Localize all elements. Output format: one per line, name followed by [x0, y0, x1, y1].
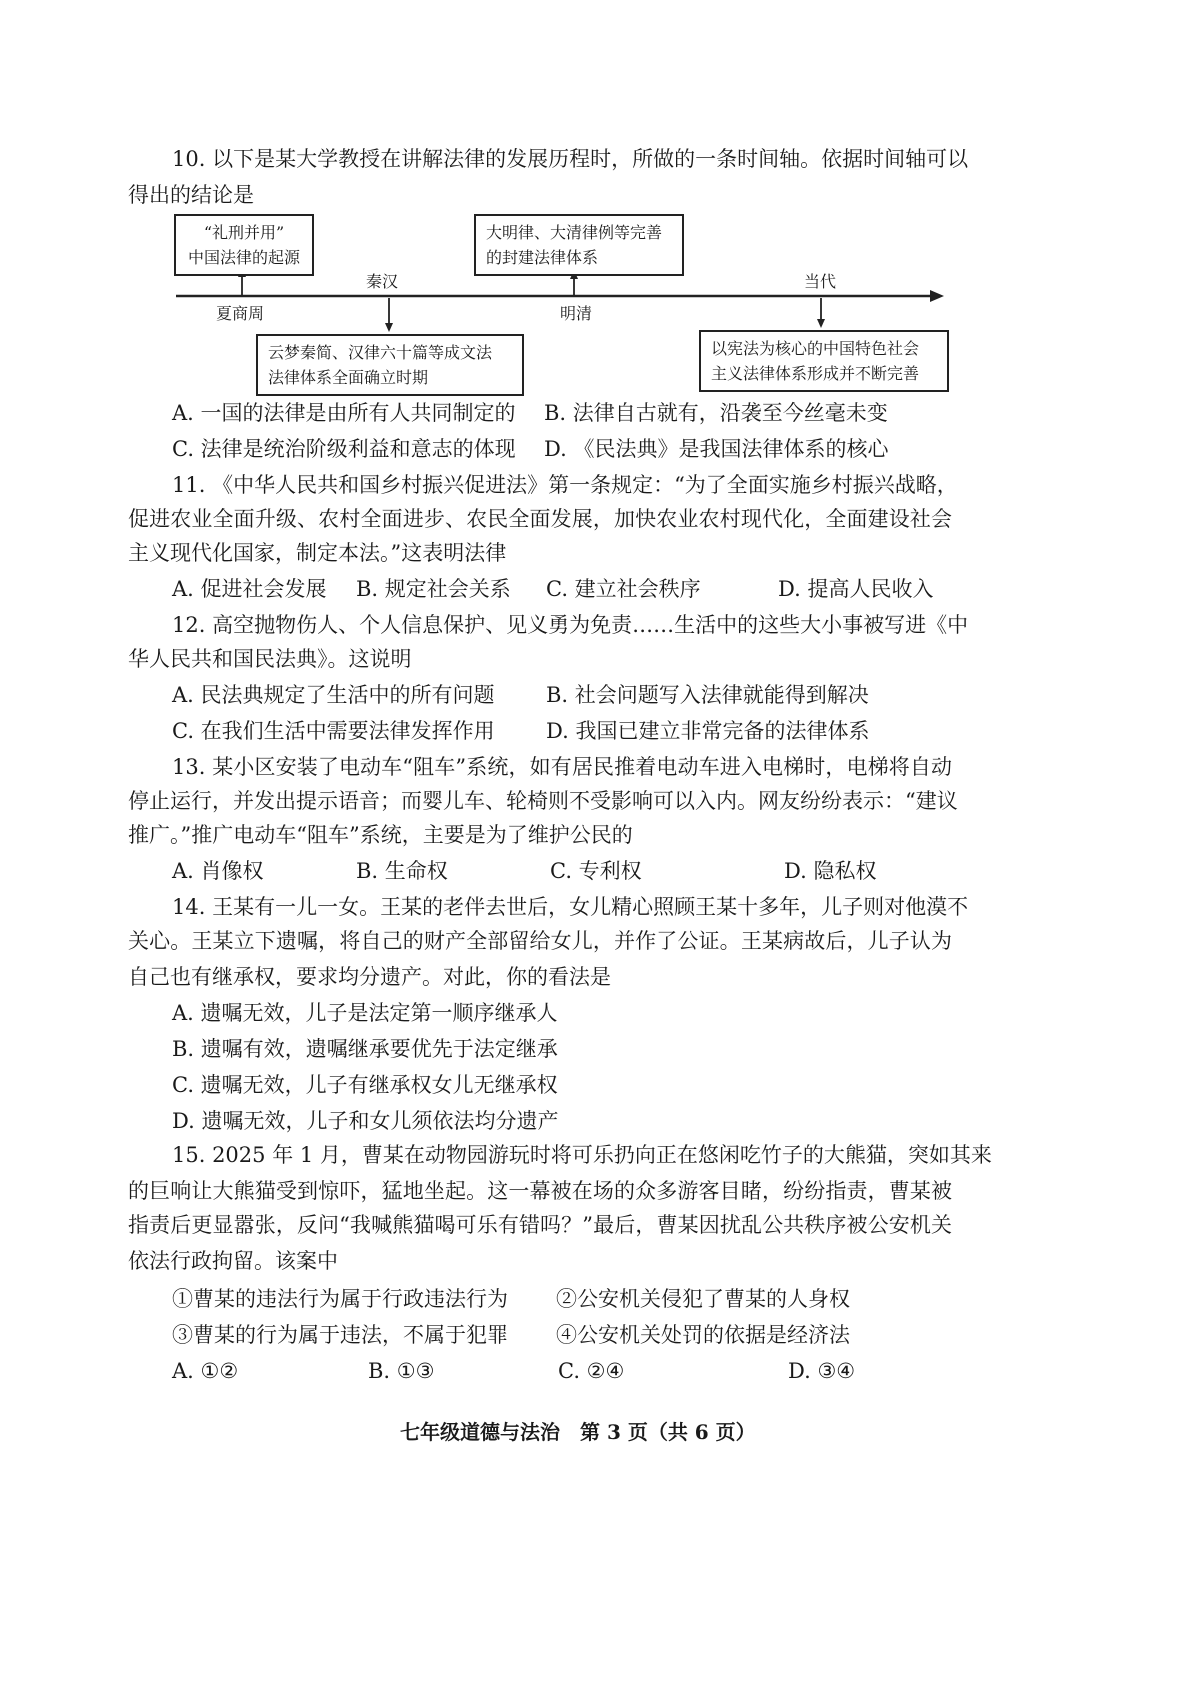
q10-option-b: B. 法律自古就有，沿袭至今丝毫未变	[544, 401, 888, 425]
q13-option-b: B. 生命权	[356, 859, 448, 883]
q11-option-d: D. 提高人民收入	[778, 577, 934, 601]
q15-statement-1: ①曹某的违法行为属于行政违法行为	[172, 1287, 508, 1311]
box-ming-line-2: 的封建法律体系	[486, 248, 599, 267]
era-ming: 明清	[560, 304, 593, 323]
q15-stem-line-3: 指责后更显嚣张，反问“我喊熊猫喝可乐有错吗？”最后，曹某因扰乱公共秩序被公安机关	[128, 1213, 952, 1237]
arrowhead-modern	[817, 319, 825, 328]
box-modern-line-2: 主义法律体系形成并不断完善	[711, 364, 920, 383]
q12-option-b: B. 社会问题写入法律就能得到解决	[546, 683, 869, 707]
q13-option-c: C. 专利权	[550, 859, 642, 883]
q10-stem-line-1: 10. 以下是某大学教授在讲解法律的发展历程时，所做的一条时间轴。依据时间轴可以	[172, 147, 969, 171]
q15-option-a: A. ①②	[172, 1359, 239, 1383]
timeline-box-modern	[699, 330, 949, 392]
q11-option-a: A. 促进社会发展	[172, 577, 327, 601]
q14-option-b: B. 遗嘱有效，遗嘱继承要优先于法定继承	[172, 1037, 558, 1061]
q14-option-a: A. 遗嘱无效，儿子是法定第一顺序继承人	[172, 1001, 558, 1025]
q13-stem-line-3: 推广。”推广电动车“阻车”系统，主要是为了维护公民的	[128, 823, 633, 847]
q12-option-c: C. 在我们生活中需要法律发挥作用	[172, 719, 495, 743]
q10-option-d: D. 《民法典》是我国法律体系的核心	[544, 437, 889, 461]
q13-stem-line-1: 13. 某小区安装了电动车“阻车”系统，如有居民推着电动车进入电梯时，电梯将自动	[172, 755, 952, 779]
q11-option-c: C. 建立社会秩序	[546, 577, 701, 601]
q11-stem-line-2: 促进农业全面升级、农村全面进步、农民全面发展，加快农业农村现代化，全面建设社会	[128, 507, 952, 531]
q15-stem-line-1: 15. 2025 年 1 月，曹某在动物园游玩时将可乐扔向正在悠闲吃竹子的大熊猫，突如其来	[172, 1143, 992, 1167]
q11-stem-line-3: 主义现代化国家，制定本法。”这表明法律	[128, 541, 507, 565]
timeline-box-qinhan	[256, 334, 524, 396]
box-xia-line-1: “礼刑并用”	[203, 223, 285, 242]
q10-option-a: A. 一国的法律是由所有人共同制定的	[172, 401, 516, 425]
q15-option-d: D. ③④	[788, 1359, 856, 1383]
q10-stem-line-2: 得出的结论是	[128, 183, 254, 207]
q13-option-a: A. 肖像权	[172, 859, 264, 883]
box-qinhan-line-2: 法律体系全面确立时期	[268, 368, 429, 387]
q15-statement-2: ②公安机关侵犯了曹某的人身权	[556, 1287, 850, 1311]
q15-option-b: B. ①③	[368, 1359, 435, 1383]
q12-stem-line-1: 12. 高空抛物伤人、个人信息保护、见义勇为免责……生活中的这些大小事被写进《中	[172, 613, 969, 637]
q13-stem-line-2: 停止运行，并发出提示语音；而婴儿车、轮椅则不受影响可以入内。网友纷纷表示：“建议	[128, 789, 958, 813]
arrowhead-qinhan	[385, 323, 393, 332]
era-xia: 夏商周	[216, 304, 265, 323]
q12-option-d: D. 我国已建立非常完备的法律体系	[546, 719, 870, 743]
q14-option-c: C. 遗嘱无效，儿子有继承权女儿无继承权	[172, 1073, 558, 1097]
q15-option-c: C. ②④	[558, 1359, 625, 1383]
q14-option-d: D. 遗嘱无效，儿子和女儿须依法均分遗产	[172, 1109, 559, 1133]
q12-option-a: A. 民法典规定了生活中的所有问题	[172, 683, 495, 707]
box-ming-line-1: 大明律、大清律例等完善	[486, 223, 663, 242]
box-modern-line-1: 以宪法为核心的中国特色社会	[711, 339, 920, 358]
timeline-arrowhead	[930, 290, 944, 302]
box-xia-line-2: 中国法律的起源	[187, 248, 300, 267]
q15-statement-3: ③曹某的行为属于违法，不属于犯罪	[172, 1323, 508, 1347]
q15-statement-4: ④公安机关处罚的依据是经济法	[556, 1323, 850, 1347]
q14-stem-line-1: 14. 王某有一儿一女。王某的老伴去世后，女儿精心照顾王某十多年，儿子则对他漠不	[172, 895, 969, 919]
page-footer: 七年级道德与法治 第 3 页（共 6 页）	[400, 1420, 756, 1444]
q14-stem-line-2: 关心。王某立下遗嘱，将自己的财产全部留给女儿，并作了公证。王某病故后，儿子认为	[128, 929, 952, 953]
box-qinhan-line-1: 云梦秦简、汉律六十篇等成文法	[268, 343, 493, 362]
timeline-arrows	[0, 0, 1190, 400]
q10-option-c: C. 法律是统治阶级利益和意志的体现	[172, 437, 516, 461]
q11-option-b: B. 规定社会关系	[356, 577, 511, 601]
q15-stem-line-2: 的巨响让大熊猫受到惊吓，猛地坐起。这一幕被在场的众多游客目睹，纷纷指责，曹某被	[128, 1179, 952, 1203]
era-qinhan: 秦汉	[366, 272, 399, 291]
q12-stem-line-2: 华人民共和国民法典》。这说明	[128, 647, 412, 671]
q15-stem-line-4: 依法行政拘留。该案中	[128, 1249, 338, 1273]
q14-stem-line-3: 自己也有继承权，要求均分遗产。对此，你的看法是	[128, 965, 611, 989]
era-modern: 当代	[804, 272, 837, 291]
q11-stem-line-1: 11. 《中华人民共和国乡村振兴促进法》第一条规定：“为了全面实施乡村振兴战略，	[172, 473, 958, 497]
q13-option-d: D. 隐私权	[784, 859, 877, 883]
timeline-box-ming	[474, 214, 684, 276]
timeline-box-xia	[174, 214, 314, 276]
